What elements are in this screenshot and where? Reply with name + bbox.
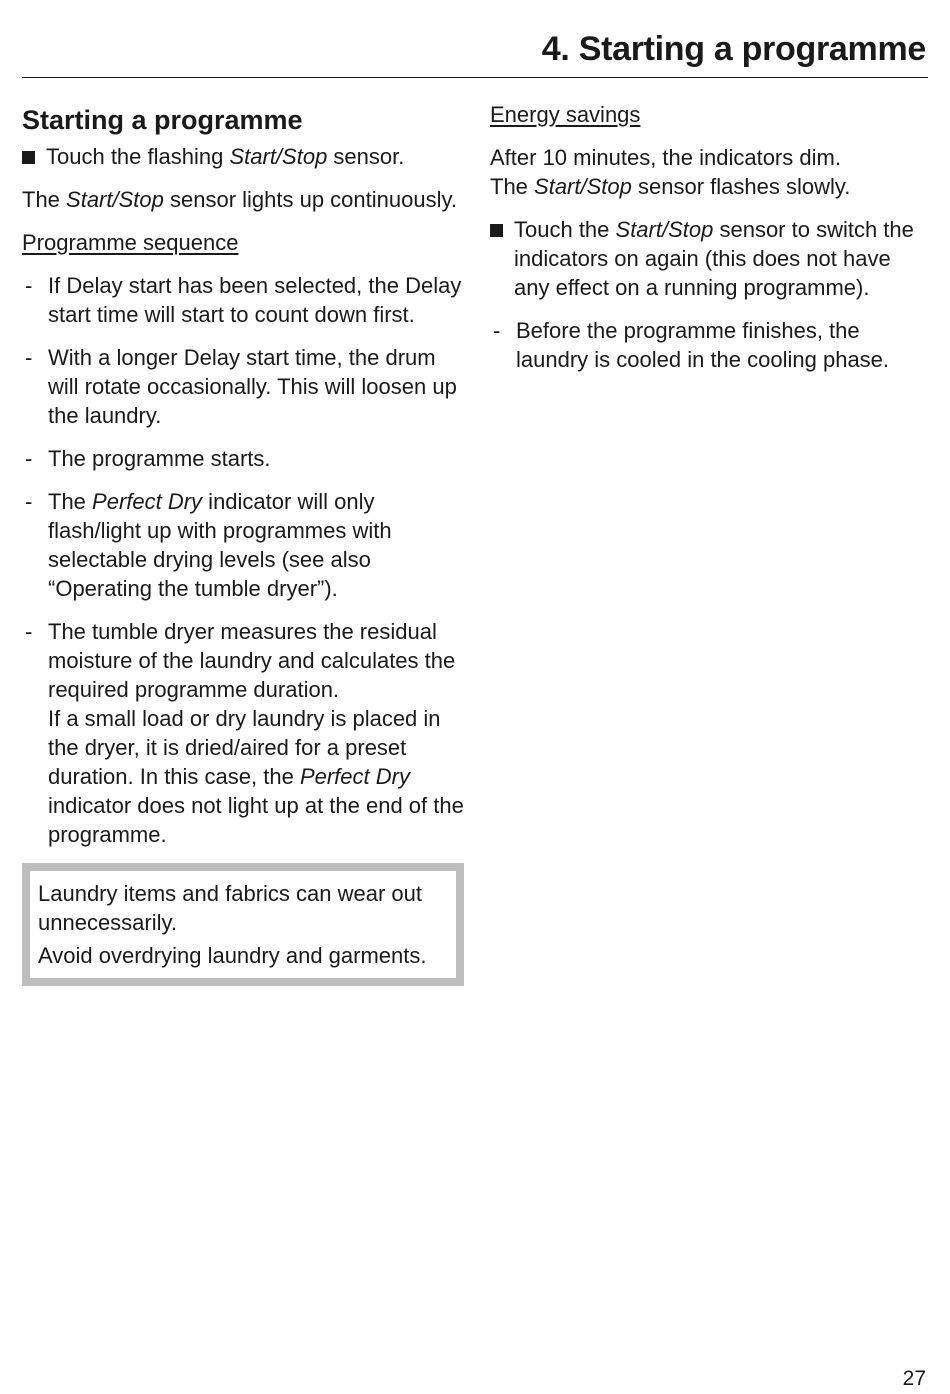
sequence-text-post: indicator does not light up at the end of the programme. [48, 793, 464, 847]
dash-marker: - [25, 489, 33, 514]
dash-marker: - [25, 345, 33, 370]
bullet-text-sensor-name: Start/Stop [229, 144, 328, 169]
bullet-text-pre: Touch the [514, 217, 616, 242]
warning-box [22, 863, 464, 986]
sequence-item-cooling [490, 316, 932, 374]
dash-marker: - [25, 446, 33, 471]
energy-text-post: sensor flashes slowly. [631, 174, 851, 199]
sequence-text-post: indicator will only flash/light up with programmes with selectable drying levels (see also “Operating the tumble dryer”). [48, 489, 392, 601]
bullet-text-pre: Touch the flashing [46, 144, 230, 169]
page-header-title: 4. Starting a programme [541, 30, 926, 68]
sensor-lights-paragraph [22, 185, 464, 214]
sequence-text: Before the programme finishes, the laundry is cooled in the cooling phase. [516, 318, 890, 372]
instruction-bullet-switch-indicators [490, 215, 932, 302]
sequence-text: If Delay start has been selected, the Delay start time will start to count down first. [48, 273, 462, 327]
para-text-sensor-name: Start/Stop [66, 187, 164, 212]
energy-savings-heading: Energy savings [490, 102, 641, 127]
warning-advice: Avoid overdrying laundry and garments. [38, 943, 427, 968]
energy-text-sensor-name: Start/Stop [534, 174, 632, 199]
programme-sequence-heading: Programme sequence [22, 230, 239, 255]
sequence-item-programme-starts [22, 444, 464, 473]
right-column [490, 100, 932, 388]
warning-text: Laundry items and fabrics can wear out unnecessarily. [38, 881, 422, 935]
sequence-item-drum-rotation [22, 343, 464, 430]
sequence-item-delay-start [22, 271, 464, 329]
square-bullet-icon [22, 151, 35, 164]
sequence-text: With a longer Delay start time, the drum will rotate occasionally. This will loosen up the laundry. [48, 345, 457, 428]
header-rule [22, 77, 928, 78]
sequence-item-residual-moisture [22, 617, 464, 849]
sequence-text-indicator-name: Perfect Dry [92, 489, 203, 514]
bullet-text-post: sensor to switch the indicators on again (this does not have any effect on a running programme). [514, 217, 914, 300]
sequence-text: The programme starts. [48, 446, 271, 471]
dash-marker: - [493, 318, 501, 343]
bullet-text-post: sensor. [327, 144, 405, 169]
bullet-text-sensor-name: Start/Stop [615, 217, 714, 242]
sequence-item-perfect-dry [22, 487, 464, 603]
left-column [22, 100, 464, 986]
instruction-bullet-touch-start-stop [22, 142, 464, 171]
section-heading: Starting a programme [22, 105, 303, 135]
square-bullet-icon [490, 224, 503, 237]
sequence-text-pre: The [48, 489, 93, 514]
energy-savings-paragraph [490, 143, 932, 201]
sequence-text-pre: If a small load or dry laundry is placed in the dryer, it is dried/aired for a preset duration. In this case, the [48, 706, 441, 789]
para-text-post: sensor lights up continuously. [163, 187, 457, 212]
energy-text-pre: The [490, 174, 535, 199]
dash-marker: - [25, 273, 33, 298]
para-text-pre: The [22, 187, 67, 212]
sequence-text-indicator-name: Perfect Dry [299, 764, 410, 789]
dash-marker: - [25, 619, 33, 644]
sequence-text: The tumble dryer measures the residual moisture of the laundry and calculates the required programme duration. [48, 619, 456, 702]
energy-text-line1: After 10 minutes, the indicators dim. [490, 145, 841, 170]
page-number: 27 [902, 1367, 926, 1390]
